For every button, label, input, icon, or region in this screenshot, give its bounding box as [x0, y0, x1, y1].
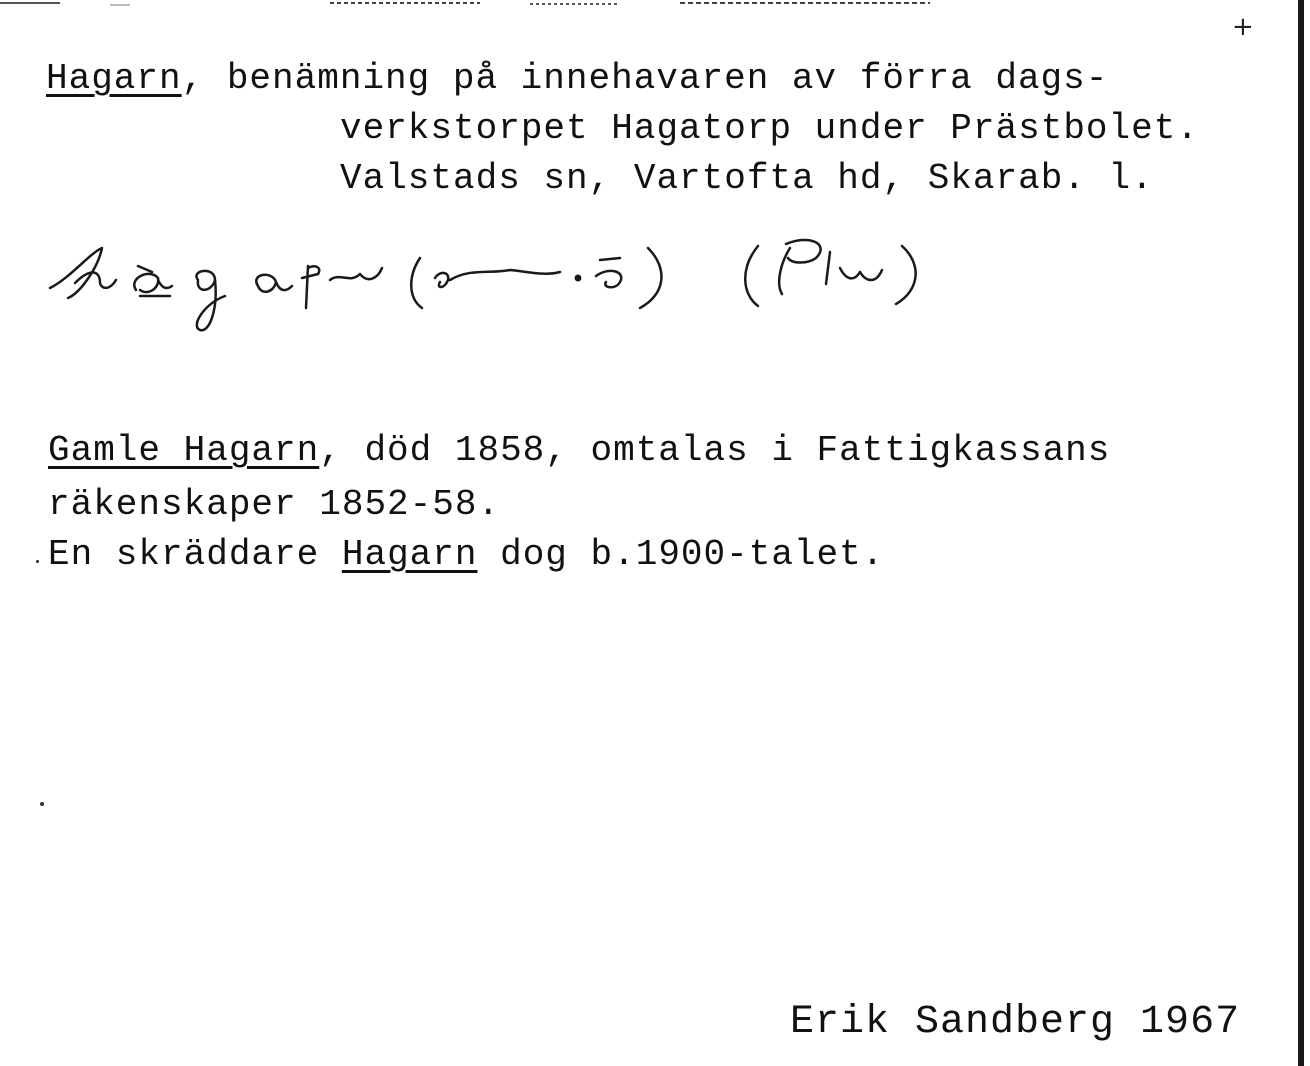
- speck: [36, 560, 39, 563]
- entry1-line1-text: , benämning på innehavaren av förra dags-: [181, 58, 1109, 99]
- entry2-line3-pre: En skräddare: [48, 534, 342, 575]
- entry2-line1-text: , död 1858, omtalas i Fattigkassans: [319, 430, 1111, 471]
- entry1-line1: [46, 58, 1108, 99]
- entry2-headword: Gamle Hagarn: [48, 430, 320, 471]
- plus-mark: +: [1232, 12, 1254, 42]
- signature: Erik Sandberg 1967: [790, 1000, 1241, 1045]
- entry1-headword: Hagarn: [46, 58, 182, 99]
- entry1-line3: Valstads sn, Vartofta hd, Skarab. l.: [340, 158, 1154, 199]
- entry1-line2: verkstorpet Hagatorp under Prästbolet.: [340, 108, 1199, 149]
- top-edge-marks: [0, 0, 1000, 10]
- handwritten-note: [40, 208, 960, 348]
- entry2-line3-post: dog b.1900-talet.: [477, 534, 885, 575]
- entry2-line3-headword: Hagarn: [341, 534, 478, 575]
- card-right-edge: [1298, 0, 1304, 1066]
- entry2-line3: [48, 534, 884, 575]
- entry2-line1: [48, 430, 1110, 471]
- speck: [40, 802, 44, 806]
- entry2-line2: räkenskaper 1852-58.: [48, 484, 501, 525]
